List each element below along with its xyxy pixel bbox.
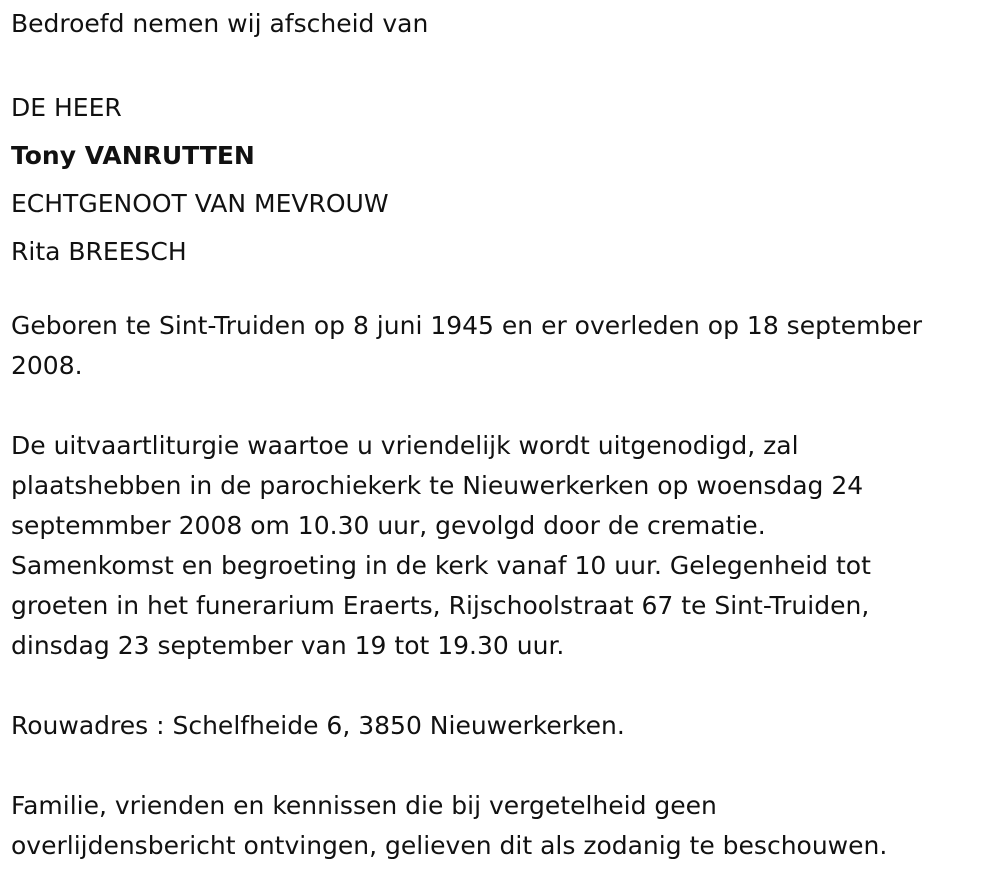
death-notice — [11, 0, 991, 866]
birth-paragraph — [11, 306, 991, 386]
title-prefix: DE HEER — [11, 93, 122, 122]
spouse-name: Rita BREESCH — [11, 237, 187, 266]
address-line: Rouwadres : Schelfheide 6, 3850 Nieuwerkerken. — [11, 711, 625, 740]
funeral-paragraph — [11, 426, 991, 666]
closing-paragraph — [11, 786, 991, 866]
birth-line-2: 2008. — [11, 351, 83, 380]
funeral-line-2: plaatshebben in de parochiekerk te Nieuwerkerken op woensdag 24 — [11, 471, 864, 500]
deceased-name: Tony VANRUTTEN — [11, 141, 255, 170]
funeral-line-4: Samenkomst en begroeting in de kerk vanaf 10 uur. Gelegenheid tot — [11, 551, 871, 580]
funeral-line-5: groeten in het funerarium Eraerts, Rijschoolstraat 67 te Sint-Truiden, — [11, 591, 870, 620]
address-paragraph — [11, 706, 991, 746]
closing-line-1: Familie, vrienden en kennissen die bij vergetelheid geen — [11, 791, 717, 820]
birth-line-1: Geboren te Sint-Truiden op 8 juni 1945 en er overleden op 18 september — [11, 311, 923, 340]
spouse-label: ECHTGENOOT VAN MEVROUW — [11, 189, 389, 218]
funeral-line-3: septemmber 2008 om 10.30 uur, gevolgd door de crematie. — [11, 511, 766, 540]
intro-text: Bedroefd nemen wij afscheid van — [11, 9, 429, 38]
deceased-block — [11, 84, 991, 276]
funeral-line-6: dinsdag 23 september van 19 tot 19.30 uur. — [11, 631, 565, 660]
closing-line-2: overlijdensbericht ontvingen, gelieven dit als zodanig te beschouwen. — [11, 831, 888, 860]
funeral-line-1: De uitvaartliturgie waartoe u vriendelijk wordt uitgenodigd, zal — [11, 431, 799, 460]
